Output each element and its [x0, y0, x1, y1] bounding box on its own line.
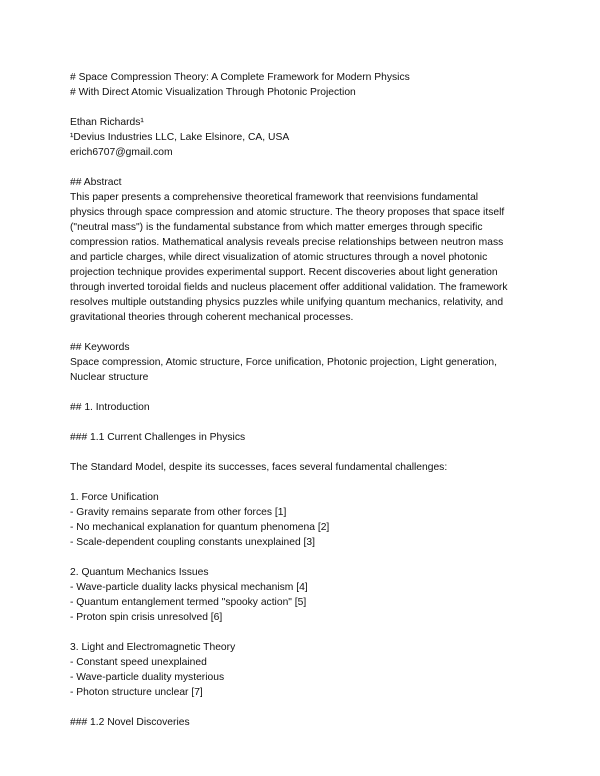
list-item: - Proton spin crisis unresolved [6] — [70, 612, 223, 623]
keywords-line: Nuclear structure — [70, 372, 149, 383]
discoveries-subheading: ### 1.2 Novel Discoveries — [70, 717, 190, 728]
challenges-subheading: ### 1.1 Current Challenges in Physics — [70, 432, 246, 443]
document-page — [70, 70, 550, 730]
author-name: Ethan Richards¹ — [70, 117, 144, 128]
list-item: - Quantum entanglement termed "spooky action" [5] — [70, 597, 307, 608]
abstract-body — [70, 190, 540, 325]
list-item: - No mechanical explanation for quantum phenomena [2] — [70, 522, 330, 533]
group-title: 3. Light and Electromagnetic Theory — [70, 642, 236, 653]
list-item: - Photon structure unclear [7] — [70, 687, 203, 698]
title-line-1: # Space Compression Theory: A Complete Framework for Modern Physics — [70, 72, 410, 83]
abstract-line: gravitational theories through coherent mechanical processes. — [70, 312, 354, 323]
title-line-2: # With Direct Atomic Visualization Through Photonic Projection — [70, 87, 356, 98]
abstract-line: ("neutral mass") is the fundamental substance from which matter emerges through specific — [70, 222, 483, 233]
abstract-line: This paper presents a comprehensive theoretical framework that reenvisions fundamental — [70, 192, 479, 203]
introduction-lead: The Standard Model, despite its successes, faces several fundamental challenges: — [70, 462, 448, 473]
list-item: - Wave-particle duality lacks physical mechanism [4] — [70, 582, 308, 593]
keywords-heading: ## Keywords — [70, 342, 130, 353]
keywords-line: Space compression, Atomic structure, Force unification, Photonic projection, Light generation, — [70, 357, 497, 368]
introduction-heading: ## 1. Introduction — [70, 402, 150, 413]
abstract-line: projection technique provides experimental support. Recent discoveries about light generation — [70, 267, 498, 278]
abstract-line: resolves multiple outstanding physics puzzles while unifying quantum mechanics, relativity, and — [70, 297, 504, 308]
list-item: - Constant speed unexplained — [70, 657, 207, 668]
abstract-heading: ## Abstract — [70, 177, 122, 188]
author-affiliation: ¹Devius Industries LLC, Lake Elsinore, CA, USA — [70, 132, 290, 143]
list-item: - Gravity remains separate from other forces [1] — [70, 507, 287, 518]
group-title: 2. Quantum Mechanics Issues — [70, 567, 209, 578]
abstract-line: through inverted toroidal fields and nucleus placement offer additional validation. The framework — [70, 282, 508, 293]
abstract-line: compression ratios. Mathematical analysis reveals precise relationships between neutron mass — [70, 237, 504, 248]
abstract-line: physics through space compression and atomic structure. The theory proposes that space itself — [70, 207, 505, 218]
author-email: erich6707@gmail.com — [70, 147, 173, 158]
list-item: - Scale-dependent coupling constants unexplained [3] — [70, 537, 316, 548]
list-item: - Wave-particle duality mysterious — [70, 672, 225, 683]
keywords-body — [70, 355, 540, 385]
abstract-line: and particle charges, while direct visualization of atomic structures through a novel photonic — [70, 252, 488, 263]
group-title: 1. Force Unification — [70, 492, 159, 503]
